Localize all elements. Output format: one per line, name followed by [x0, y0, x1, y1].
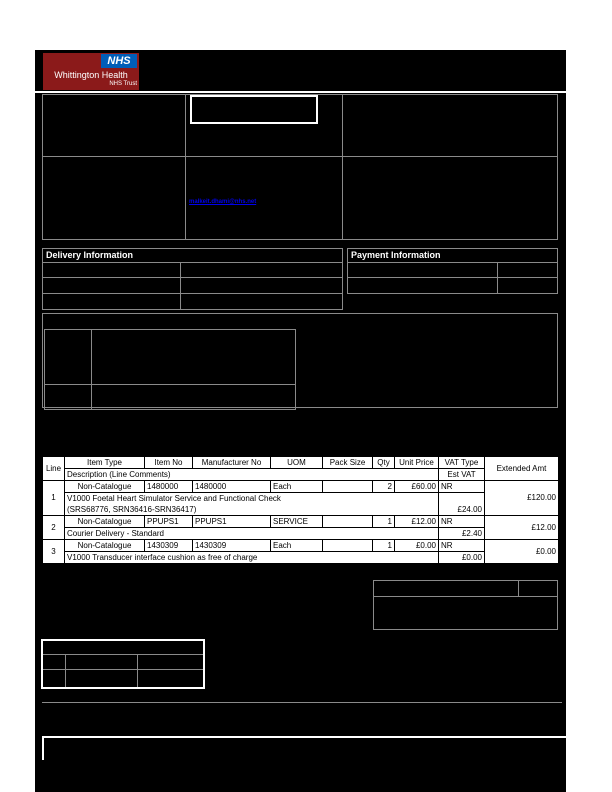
table-rule — [518, 581, 519, 596]
qty: 2 — [373, 481, 395, 493]
unit-price: £60.00 — [395, 481, 439, 493]
payment-information-panel — [347, 248, 558, 294]
unit-price: £12.00 — [395, 516, 439, 528]
line-number: 2 — [43, 516, 65, 540]
table-rule — [43, 654, 203, 655]
est-vat: £2.40 — [439, 528, 485, 540]
unit-price: £0.00 — [395, 540, 439, 552]
grid-divider — [42, 156, 558, 157]
order-lines-table — [42, 456, 559, 564]
table-rule — [137, 654, 138, 687]
line-number: 1 — [43, 481, 65, 516]
line-number: 3 — [43, 540, 65, 564]
payment-information-heading: Payment Information — [351, 250, 441, 260]
table-rule — [43, 669, 203, 670]
manufacturer-no: 1480000 — [193, 481, 271, 493]
qty: 1 — [373, 516, 395, 528]
extended-amt: £0.00 — [485, 540, 559, 564]
est-vat: £0.00 — [439, 552, 485, 564]
table-rule — [348, 262, 557, 263]
table-row-description — [43, 493, 559, 505]
item-no: 1480000 — [145, 481, 193, 493]
vat-type: NR — [439, 540, 485, 552]
uom: Each — [271, 481, 323, 493]
table-rule — [43, 262, 342, 263]
col-vat-type: VAT Type — [439, 457, 485, 469]
pack-size — [323, 540, 373, 552]
table-row — [43, 540, 559, 552]
table-rule — [91, 330, 92, 410]
contact-email-link[interactable]: malkeit.dhami@nhs.net — [189, 199, 257, 205]
col-description: Description (Line Comments) — [65, 469, 439, 481]
purchase-order-page — [35, 50, 566, 792]
grid-divider — [342, 94, 343, 240]
table-row-description — [43, 552, 559, 564]
table-rule — [43, 293, 342, 294]
nhs-trust-logo — [43, 53, 139, 90]
est-vat: £24.00 — [439, 493, 485, 516]
col-est-vat: Est VAT — [439, 469, 485, 481]
col-manufacturer-no: Manufacturer No — [193, 457, 271, 469]
trust-line: NHS Trust — [109, 81, 137, 87]
table-rule — [45, 384, 295, 385]
pack-size — [323, 481, 373, 493]
table-rule — [180, 262, 181, 309]
footer-divider — [42, 702, 562, 703]
item-no: 1430309 — [145, 540, 193, 552]
item-no: PPUPS1 — [145, 516, 193, 528]
table-row-description — [43, 528, 559, 540]
table-rule — [348, 277, 557, 278]
organisation-name: Whittington Health — [54, 70, 128, 80]
col-item-type: Item Type — [65, 457, 145, 469]
delivery-information-heading: Delivery Information — [46, 250, 134, 260]
vat-type: NR — [439, 481, 485, 493]
manufacturer-no: PPUPS1 — [193, 516, 271, 528]
item-type: Non-Catalogue — [65, 516, 145, 528]
col-uom: UOM — [271, 457, 323, 469]
description-continued: (SRS68776, SRN36416-SRN36417) — [65, 504, 439, 516]
table-rule — [374, 596, 557, 597]
vat-type: NR — [439, 516, 485, 528]
order-number-box — [190, 95, 318, 124]
col-line: Line — [43, 457, 65, 481]
notes-table — [44, 329, 296, 410]
extended-amt: £120.00 — [485, 481, 559, 516]
col-extended-amt: Extended Amt — [485, 457, 559, 481]
manufacturer-no: 1430309 — [193, 540, 271, 552]
description: V1000 Foetal Heart Simulator Service and Functional Check — [65, 493, 439, 505]
qty: 1 — [373, 540, 395, 552]
col-pack-size: Pack Size — [323, 457, 373, 469]
col-unit-price: Unit Price — [395, 457, 439, 469]
order-totals-box — [373, 580, 558, 630]
uom: Each — [271, 540, 323, 552]
col-qty: Qty — [373, 457, 395, 469]
uom: SERVICE — [271, 516, 323, 528]
description: V1000 Transducer interface cushion as free of charge — [65, 552, 439, 564]
nhs-logo-badge: NHS — [101, 54, 137, 68]
pack-size — [323, 516, 373, 528]
table-header-row — [43, 457, 559, 469]
description: Courier Delivery - Standard — [65, 528, 439, 540]
table-row — [43, 481, 559, 493]
item-type: Non-Catalogue — [65, 540, 145, 552]
table-header-row — [43, 469, 559, 481]
item-type: Non-Catalogue — [65, 481, 145, 493]
extended-amt: £12.00 — [485, 516, 559, 540]
col-item-no: Item No — [145, 457, 193, 469]
table-rule — [65, 654, 66, 687]
table-row — [43, 516, 559, 528]
table-rule — [497, 262, 498, 293]
grid-divider — [185, 94, 186, 240]
table-rule — [43, 277, 342, 278]
header-divider — [35, 91, 566, 93]
footer-terms-box — [42, 736, 576, 760]
delivery-information-panel — [42, 248, 343, 310]
